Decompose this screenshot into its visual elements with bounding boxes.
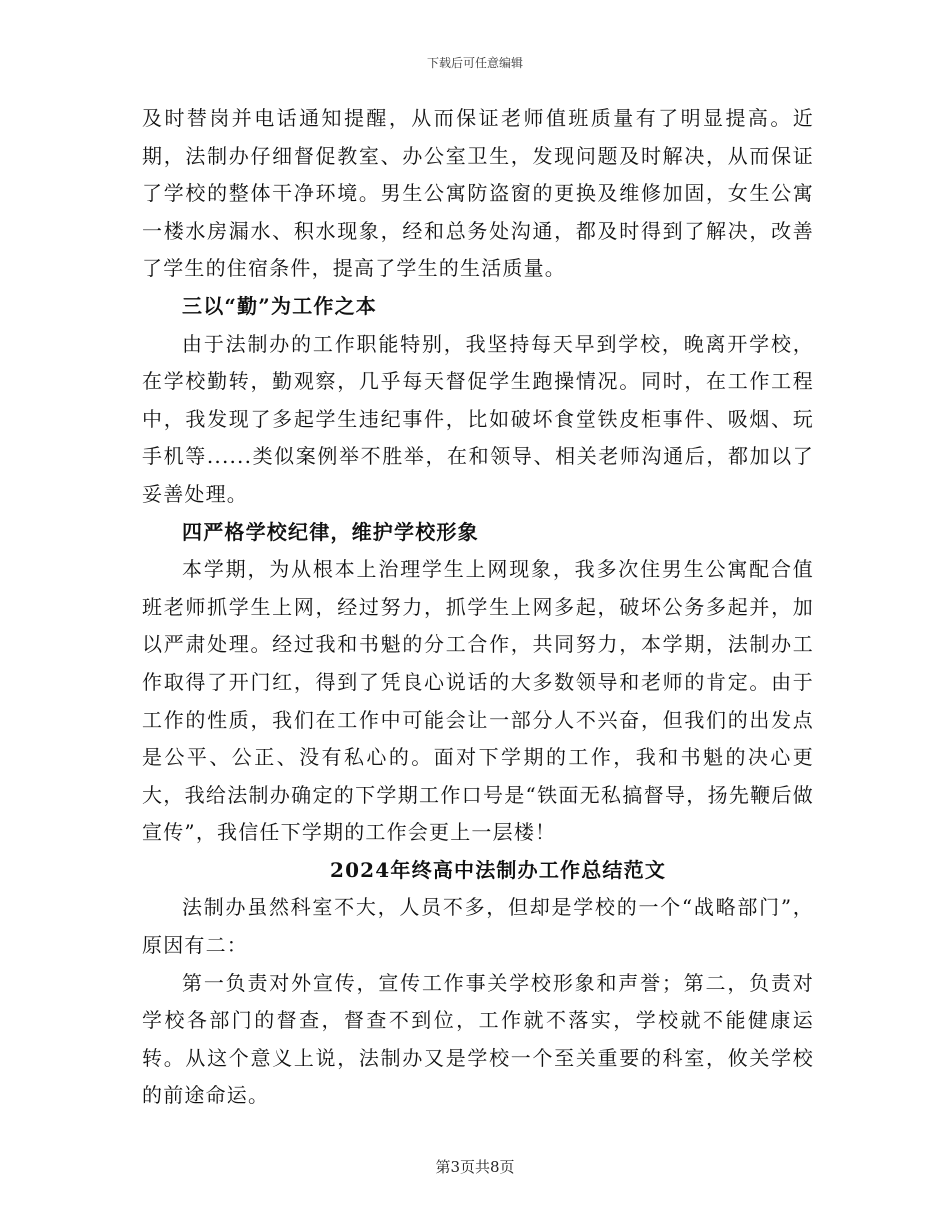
paragraph: 由于法制办的工作职能特别，我坚持每天早到学校，晚离开学校，在学校勤转，勤观察，几乎每天督促学生跑操情况。同时，在工作工程中，我发现了多起学生违纪事件，比如破坏食堂铁皮柜事件、吸烟、玩手机等......类似案例举不胜举，在和领导、相关老师沟通后，都加以了妥善处理。 [142, 331, 814, 506]
section-heading: 三以“勤”为工作之本 [182, 293, 378, 318]
document-title: 2024年终高中法制办工作总结范文 [329, 857, 667, 882]
paragraph: 本学期，为从根本上治理学生上网现象，我多次住男生公寓配合值班老师抓学生上网，经过努力，抓学生上网多起，破坏公务多起并，加以严肃处理。经过我和书魁的分工合作，共同努力，本学期，法制办工作取得了开门红，得到了凭良心说话的大多数领导和老师的肯定。由于工作的性质，我们在工作中可能会让一部分人不兴奋，但我们的出发点是公平、公正、没有私心的。面对下学期的工作，我和书魁的决心更大，我给法制办确定的下学期工作口号是“铁面无私搞督导，扬先鞭后做宣传”，我信任下学期的工作会更上一层楼！ [142, 557, 814, 845]
paragraph: 第一负责对外宣传，宣传工作事关学校形象和声誉；第二，负责对学校各部门的督查，督查不到位，工作就不落实，学校就不能健康运转。从这个意义上说，法制办又是学校一个至关重要的科室，攸关学校的前途命运。 [142, 970, 814, 1108]
paragraph: 及时替岗并电话通知提醒，从而保证老师值班质量有了明显提高。近期，法制办仔细督促教室、办公室卫生，发现问题及时解决，从而保证了学校的整体干净环境。男生公寓防盗窗的更换及维修加固，女生公寓一楼水房漏水、积水现象，经和总务处沟通，都及时得到了解决，改善了学生的住宿条件，提高了学生的生活质量。 [142, 106, 814, 281]
document-body [142, 100, 814, 1115]
page-footer: 第3页共8页 [435, 1158, 515, 1176]
page-header: 下载后可任意编辑 [426, 56, 523, 70]
section-heading: 四严格学校纪律，维护学校形象 [182, 519, 479, 544]
paragraph: 法制办虽然科室不大，人员不多，但却是学校的一个“战略部门”，原因有二： [142, 895, 814, 958]
